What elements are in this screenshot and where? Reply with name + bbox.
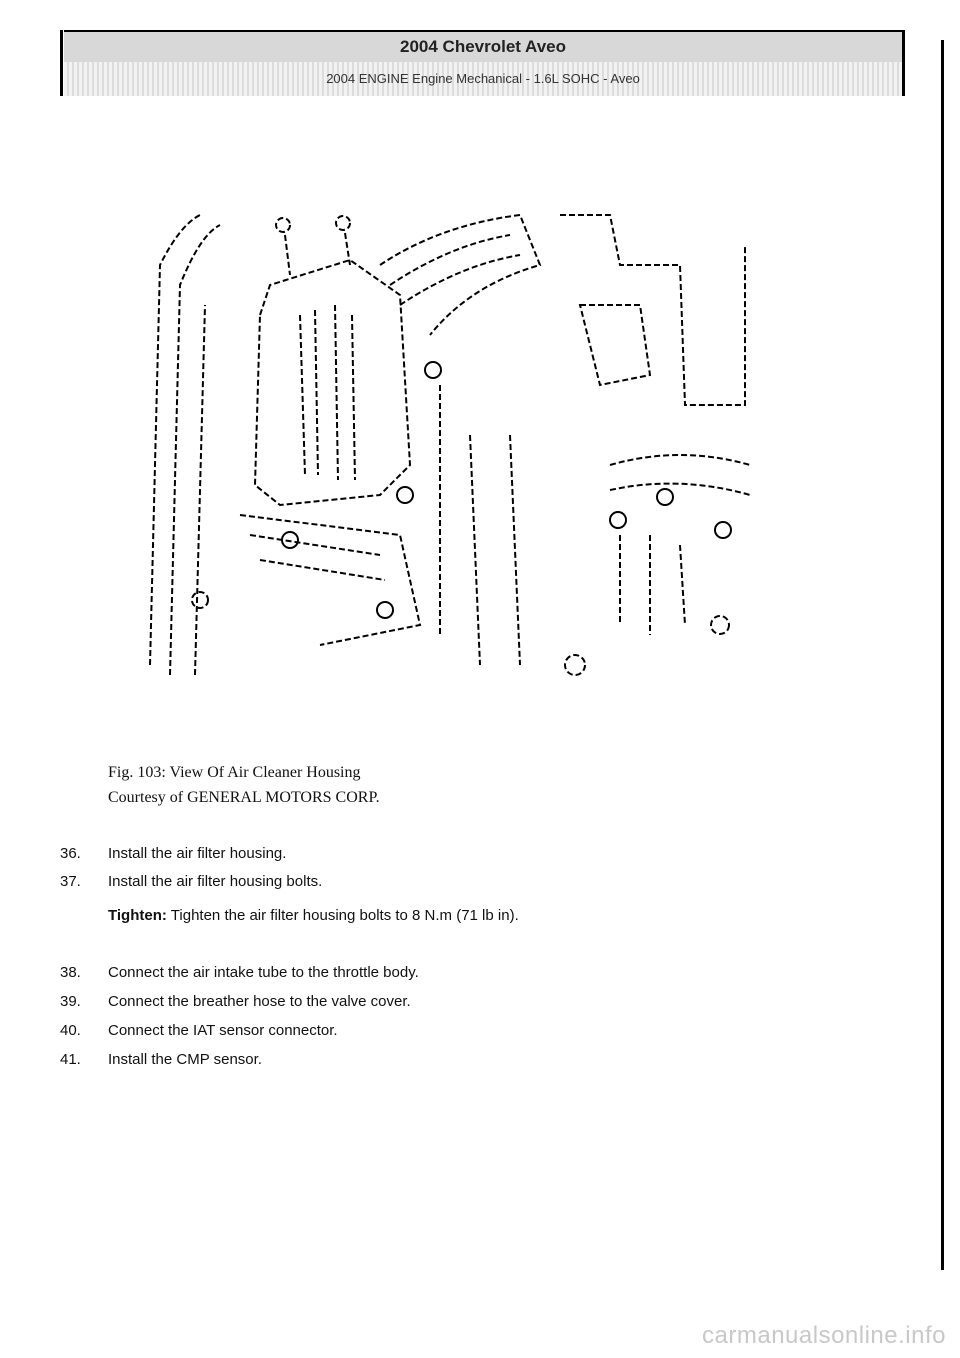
header-subtitle: 2004 ENGINE Engine Mechanical - 1.6L SOHC - Aveo (64, 62, 902, 96)
caption-title: Fig. 103: View Of Air Cleaner Housing (108, 764, 361, 781)
step-number: 40. (60, 1022, 81, 1039)
tighten-text: Tighten the air filter housing bolts to 8 N.m (71 lb in). (170, 907, 519, 924)
list-item (60, 868, 900, 896)
step-text: Connect the air intake tube to the throttle body. (108, 964, 419, 981)
tighten-label: Tighten: (108, 907, 167, 924)
step-text: Install the CMP sensor. (108, 1051, 262, 1068)
figure-caption (108, 760, 380, 810)
page-header (64, 30, 902, 98)
step-number: 36. (60, 845, 81, 862)
step-text: Connect the breather hose to the valve cover. (108, 993, 411, 1010)
step-number: 39. (60, 993, 81, 1010)
list-item (60, 840, 900, 868)
watermark: carmanualsonline.info (702, 1322, 946, 1349)
step-number: 41. (60, 1051, 81, 1068)
caption-courtesy: Courtesy of GENERAL MOTORS CORP. (108, 789, 380, 806)
list-item (60, 987, 900, 1016)
list-item (60, 1016, 900, 1045)
step-text: Install the air filter housing bolts. (108, 873, 323, 890)
header-title: 2004 Chevrolet Aveo (64, 32, 902, 62)
step-number: 37. (60, 873, 81, 890)
steps-list-a (60, 840, 900, 896)
step-text: Connect the IAT sensor connector. (108, 1022, 338, 1039)
step-text: Install the air filter housing. (108, 845, 287, 862)
tighten-note (108, 907, 519, 924)
page-right-rule (941, 40, 944, 1270)
right-border (902, 30, 905, 96)
list-item (60, 1045, 900, 1074)
left-border (60, 30, 63, 96)
steps-list-b (60, 958, 900, 1074)
list-item (60, 958, 900, 987)
air-cleaner-housing-illustration (140, 205, 760, 690)
step-number: 38. (60, 964, 81, 981)
